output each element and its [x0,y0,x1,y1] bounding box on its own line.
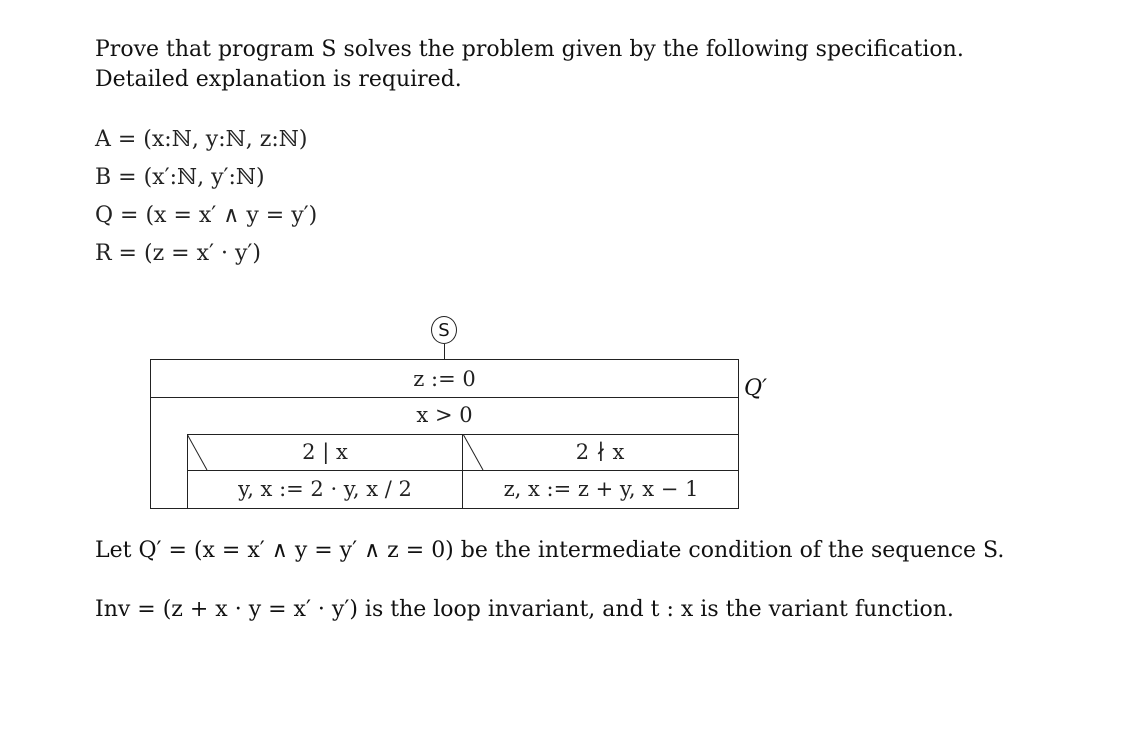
intro-line-2: Detailed explanation is required. [95,67,462,92]
spec-postcondition: R = (z = x′ · y′) [95,241,261,266]
branch-right-condition: 2 ∤ x [575,440,625,464]
assignment-statement: z := 0 [413,367,476,391]
intermediate-condition-text: Let Q′ = (x = x′ ∧ y = y′ ∧ z = 0) be the intermediate condition of the sequence S. [95,538,1005,563]
branch-left-statement: y, x := 2 · y, x / 2 [238,477,412,501]
intro-line-1: Prove that program S solves the problem given by the following specification. [95,37,964,62]
spec-precondition: Q = (x = x′ ∧ y = y′) [95,203,318,228]
structogram-stem [444,344,445,360]
intermediate-condition-label: Q′ [744,376,768,401]
branch-left-condition: 2 | x [302,440,348,464]
spec-state-space: A = (x:ℕ, y:ℕ, z:ℕ) [95,127,308,152]
left-branch-diagonal [187,434,207,470]
spec-parameter-space: B = (x′:ℕ, y′:ℕ) [95,165,265,190]
loop-condition: x > 0 [416,403,473,427]
branch-right-statement: z, x := z + y, x − 1 [503,477,699,501]
structogram-label: S [431,316,457,344]
invariant-text: Inv = (z + x · y = x′ · y′) is the loop invariant, and t : x is the variant function. [95,597,954,622]
